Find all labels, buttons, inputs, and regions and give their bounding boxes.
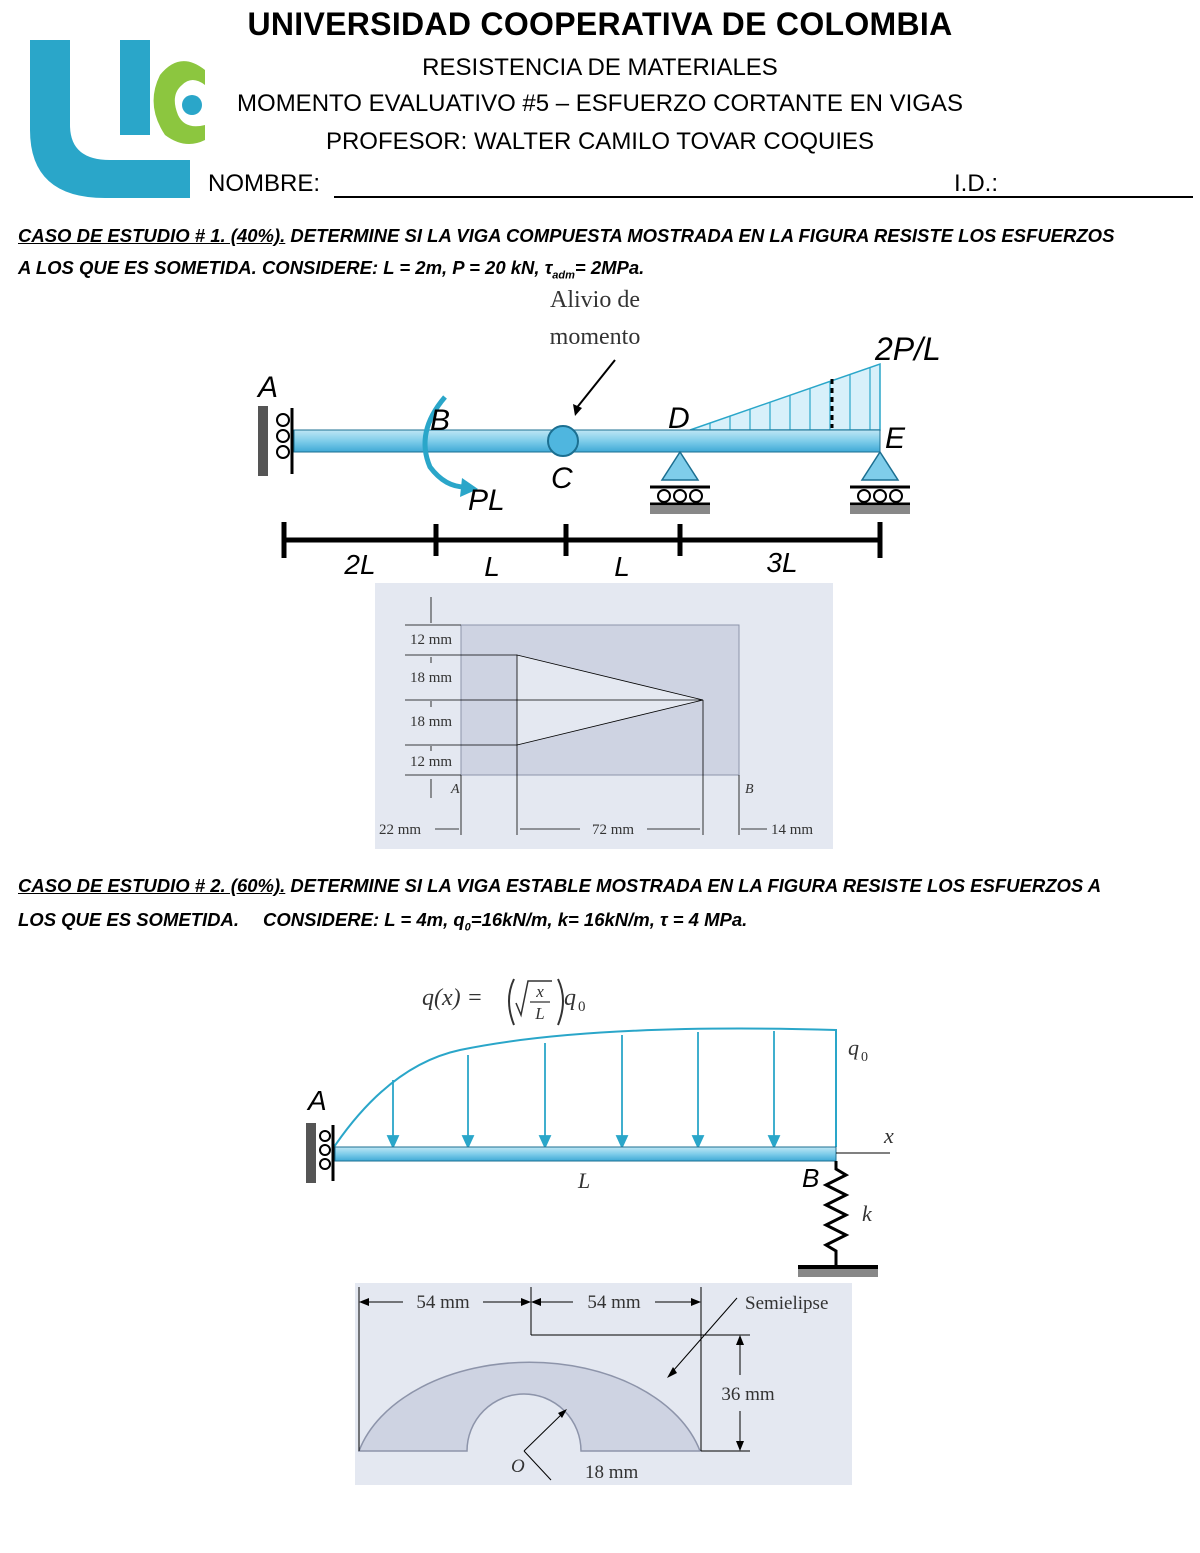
case1-statement-1: DETERMINE SI LA VIGA COMPUESTA MOSTRADA EN LA FIGURA RESISTE LOS ESFUERZOS xyxy=(285,225,1115,246)
point-a-section: A xyxy=(451,782,460,797)
support-e xyxy=(850,452,910,514)
wall-a xyxy=(258,406,268,476)
support-d xyxy=(650,452,710,514)
case1-section-figure xyxy=(375,583,833,849)
dim-72: 72 mm xyxy=(591,822,635,838)
case1-line1 xyxy=(18,225,1114,247)
sqrt-load-curve xyxy=(334,1029,836,1147)
course-title: RESISTENCIA DE MATERIALES xyxy=(422,54,778,81)
professor-line: PROFESOR: WALTER CAMILO TOVAR COQUIES xyxy=(325,128,875,155)
formula-den: L xyxy=(535,1004,545,1023)
dim-12-bottom: 12 mm xyxy=(409,754,453,770)
case1-line2 xyxy=(18,257,644,282)
spring-label: k xyxy=(862,1201,872,1226)
case2-title: CASO DE ESTUDIO # 2. (60%). xyxy=(18,875,286,896)
case1-statement-3: = 2MPa. xyxy=(574,257,645,278)
dim-14: 14 mm xyxy=(771,822,814,838)
hinge-label-2: momento xyxy=(549,324,641,350)
compound-beam xyxy=(294,430,880,452)
formula-num: x xyxy=(536,982,544,1001)
point-b-label: B xyxy=(430,404,451,437)
wall-a2 xyxy=(306,1123,316,1183)
point-b2-label: B xyxy=(802,1163,820,1193)
dim-22: 22 mm xyxy=(379,822,422,838)
load-label: 2P/L xyxy=(875,331,941,367)
formula-q-sub: 0 xyxy=(578,999,586,1015)
semi-ellipse-label: Semielipse xyxy=(745,1293,829,1314)
span-3l: 3L xyxy=(766,547,798,578)
evaluation-title: MOMENTO EVALUATIVO #5 – ESFUERZO CORTANTE EN VIGAS xyxy=(237,90,963,117)
formula-q: q xyxy=(564,985,576,1011)
name-label: NOMBRE: xyxy=(208,170,321,197)
case2-line2 xyxy=(18,909,747,934)
q-end-label: q xyxy=(848,1035,859,1060)
point-e-label: E xyxy=(885,422,906,455)
case1-statement-2: A LOS QUE ES SOMETIDA. CONSIDERE: L = 2m, P = 20 kN, τ xyxy=(18,257,553,278)
span-2l: 2L xyxy=(344,549,376,580)
case2-q-sub: 0 xyxy=(464,921,471,934)
q-end-sub: 0 xyxy=(861,1050,868,1065)
case2-statement-2c: =16kN/m, k= 16kN/m, τ = 4 MPa. xyxy=(470,909,748,930)
dim-18-upper: 18 mm xyxy=(409,670,453,686)
id-field[interactable] xyxy=(1013,196,1193,198)
dim-18-lower: 18 mm xyxy=(409,714,453,730)
triangular-load xyxy=(690,364,880,430)
dim-18: 18 mm xyxy=(585,1462,639,1483)
point-d-label: D xyxy=(668,402,690,435)
dim-54-left: 54 mm xyxy=(416,1292,470,1313)
formula-lhs: q(x) = xyxy=(422,985,483,1011)
span-l-2: L xyxy=(614,551,630,582)
case1-title: CASO DE ESTUDIO # 1. (40%). xyxy=(18,225,286,246)
x-axis-label: x xyxy=(884,1123,894,1148)
case1-tau-sub: adm xyxy=(552,269,575,282)
spring xyxy=(826,1161,846,1265)
id-label: I.D.: xyxy=(954,170,999,197)
case2-statement-1: DETERMINE SI LA VIGA ESTABLE MOSTRADA EN LA FIGURA RESISTE LOS ESFUERZOS A xyxy=(285,875,1102,896)
stable-beam xyxy=(335,1147,836,1161)
case1-beam-figure xyxy=(240,282,980,582)
hinge-label-1: Alivio de xyxy=(550,287,640,313)
case2-statement-2b: CONSIDERE: L = 4m, q xyxy=(263,909,465,930)
dim-36: 36 mm xyxy=(721,1384,775,1405)
moment-label: PL xyxy=(468,484,505,517)
case2-beam-figure xyxy=(300,955,910,1280)
point-c-label: C xyxy=(551,462,573,495)
span-l-label: L xyxy=(578,1168,591,1193)
case2-line1 xyxy=(18,875,1101,897)
dim-54-right: 54 mm xyxy=(587,1292,641,1313)
university-title: UNIVERSIDAD COOPERATIVA DE COLOMBIA xyxy=(247,6,953,42)
span-l-1: L xyxy=(484,551,500,582)
dim-12-top: 12 mm xyxy=(409,632,453,648)
hinge-c xyxy=(548,426,578,456)
case2-statement-2a: LOS QUE ES SOMETIDA. xyxy=(18,909,239,930)
point-a-label: A xyxy=(258,371,279,404)
center-o-label: O xyxy=(511,1456,525,1477)
point-a2-label: A xyxy=(308,1085,327,1116)
hinge-pointer xyxy=(575,360,615,410)
point-b-section: B xyxy=(745,782,754,797)
case2-section-figure xyxy=(355,1283,852,1485)
name-id-line xyxy=(208,166,1193,200)
